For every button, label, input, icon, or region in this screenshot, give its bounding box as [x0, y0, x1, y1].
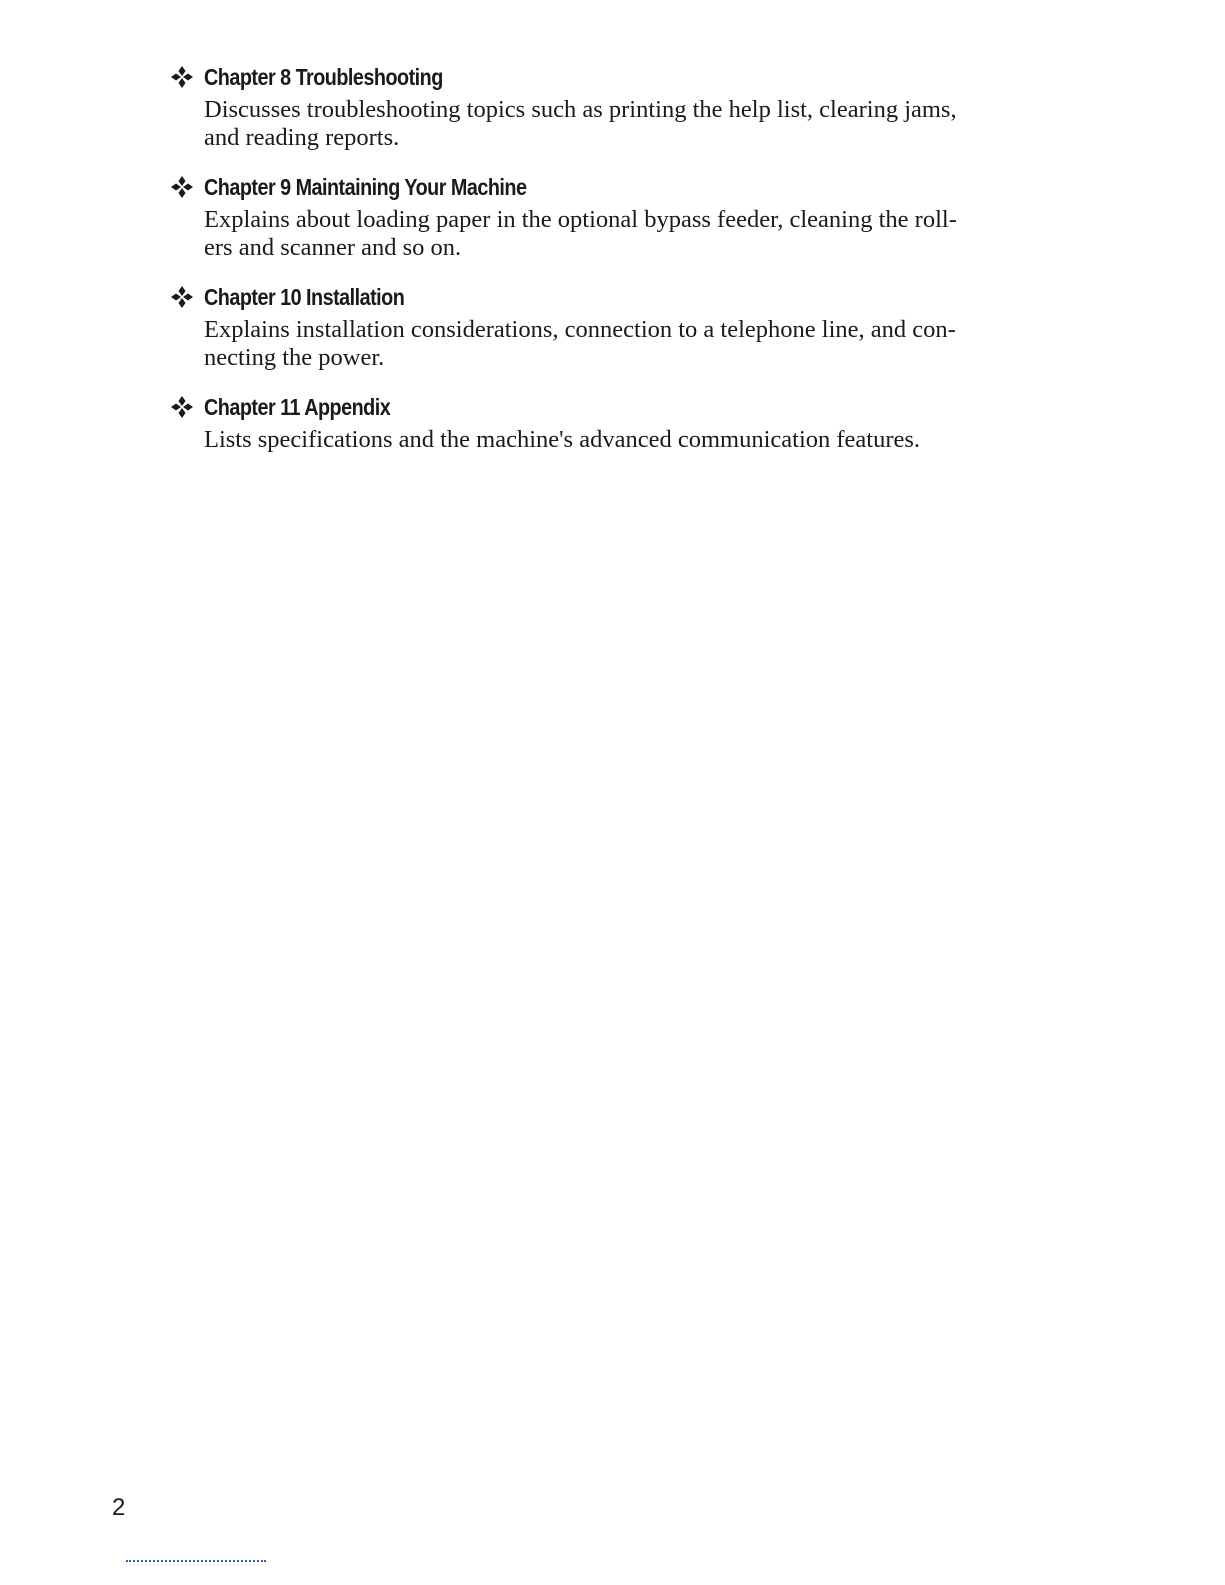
four-diamond-bullet-icon	[170, 395, 194, 419]
chapter-heading	[170, 58, 1050, 96]
description-line: and reading reports.	[204, 124, 400, 151]
description-line: Lists specifications and the machine's advanced communication features.	[204, 426, 921, 453]
chapter-list	[170, 58, 1050, 470]
chapter-entry-10	[170, 278, 1050, 372]
chapter-heading	[170, 278, 1050, 316]
chapter-entry-8	[170, 58, 1050, 152]
chapter-description	[204, 316, 1044, 372]
chapter-title: Chapter 9 Maintaining Your Machine	[204, 174, 527, 200]
description-line: ers and scanner and so on.	[204, 234, 462, 261]
description-line: Explains about loading paper in the optional bypass feeder, cleaning the roll-	[204, 206, 957, 233]
page-number: 2	[112, 1494, 126, 1521]
chapter-title: Chapter 10 Installation	[204, 284, 405, 310]
footer-dotted-rule	[126, 1560, 266, 1562]
four-diamond-bullet-icon	[170, 285, 194, 309]
description-line: Discusses troubleshooting topics such as printing the help list, clearing jams,	[204, 96, 957, 123]
chapter-title: Chapter 8 Troubleshooting	[204, 64, 443, 90]
chapter-description	[204, 426, 1044, 454]
chapter-entry-11	[170, 388, 1050, 454]
chapter-description	[204, 96, 1044, 152]
chapter-heading	[170, 168, 1050, 206]
chapter-title: Chapter 11 Appendix	[204, 394, 391, 420]
chapter-entry-9	[170, 168, 1050, 262]
chapter-description	[204, 206, 1044, 262]
four-diamond-bullet-icon	[170, 65, 194, 89]
description-line: Explains installation considerations, connection to a telephone line, and con-	[204, 316, 956, 343]
description-line: necting the power.	[204, 344, 385, 371]
chapter-heading	[170, 388, 1050, 426]
four-diamond-bullet-icon	[170, 175, 194, 199]
